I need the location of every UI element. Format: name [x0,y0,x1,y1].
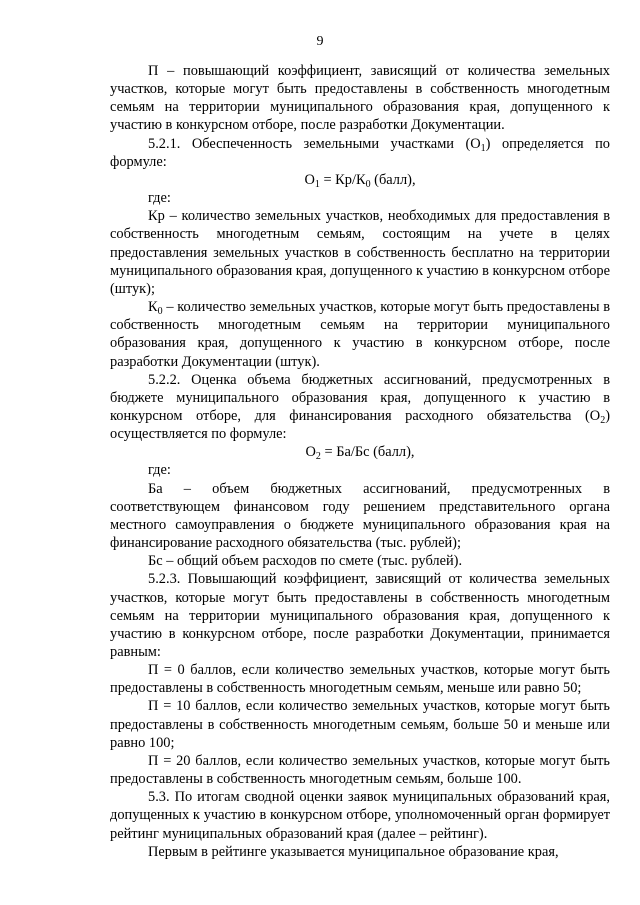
document-body [110,62,610,861]
paragraph [110,570,610,661]
paragraph [110,752,610,788]
paragraph [110,371,610,444]
paragraph [110,552,610,570]
paragraph [110,480,610,553]
paragraph-text: 5.2.2. Оценка объема бюджетных ассигнований, предусмотренных в бюджете муниципального образования края, допущенного к участию в конкурсном отборе, для финансирования расходного обязательства (О [110,371,610,424]
subscript: 2 [600,414,606,426]
subscript: 1 [314,178,320,190]
paragraph-text: (балл), [370,171,416,188]
paragraph-text: ) определяется по формуле: [110,135,610,170]
paragraph-text: = Кр/К [319,171,366,188]
paragraph [110,207,610,298]
paragraph [110,189,610,207]
paragraph-text: 5.2.3. Повышающий коэффициент, зависящий от количества земельных участков, которые могут быть предоставлены в собственность многодетным семьям на территории муниципального образования края, допущенного к участию в конкурсном отборе, после разработки Документации, принимается равным: [110,571,610,660]
paragraph-text: ) осуществляется по формуле: [110,407,610,443]
paragraph [110,788,610,842]
formula [110,171,610,189]
paragraph-text: Первым в рейтинге указывается муниципальное образование края, [148,843,559,860]
paragraph-text: 5.2.1. Обеспеченность земельными участками (О [148,135,481,152]
paragraph [110,697,610,751]
paragraph-text: Бс – общий объем расходов по смете (тыс. рублей). [148,553,463,570]
subscript: 1 [480,142,486,154]
paragraph-text: где: [148,190,171,207]
paragraph-text: П = 10 баллов, если количество земельных участков, которые могут быть предоставлены в собственность многодетным семьям, больше 50 и меньше или равно 100; [110,698,610,751]
formula [110,443,610,461]
paragraph-text: К [148,299,158,316]
paragraph-text: О [304,171,315,188]
paragraph [110,298,610,371]
paragraph [110,135,610,171]
paragraph-text: П = 0 баллов, если количество земельных участков, которые могут быть предоставлены в собственность многодетным семьям, меньше или равно 50; [110,662,610,697]
paragraph-text: О [305,444,316,461]
paragraph [110,62,610,135]
subscript: 0 [157,306,163,318]
paragraph [110,661,610,697]
paragraph-text: = Ба/Бс (балл), [320,444,415,461]
paragraph-text: Ба – объем бюджетных ассигнований, предусмотренных в соответствующем финансовом году решением представительного органа местного самоуправления о бюджете муниципального образования края на финансирование расходного обязательства (тыс. рублей); [110,480,610,552]
paragraph-text: где: [148,462,171,479]
paragraph-text: П – повышающий коэффициент, зависящий от количества земельных участков, которые могут быть предоставлены в собственность многодетным семьям на территории муниципального образования края, допущенного к участию в конкурсном отборе, после разработки Документации. [110,63,610,134]
paragraph-text: – количество земельных участков, которые могут быть предоставлены в собственность многодетным семьям на территории муниципального образования края, допущенного к участию в конкурсном отборе, после разработки Документации (штук). [110,299,610,370]
subscript: 0 [365,178,371,190]
paragraph-text: П = 20 баллов, если количество земельных участков, которые могут быть предоставлены в собственность многодетным семьям, больше 100. [110,752,610,788]
paragraph-text: Кр – количество земельных участков, необходимых для предоставления в собственность многодетным семьям, состоящим на учете в целях предоставления земельных участков в собственность бесплатно на территории муниципального образования края, допущенного к участию в конкурсном отборе (штук); [110,208,610,297]
paragraph-text: 5.3. По итогам сводной оценки заявок муниципальных образований края, допущенных к участию в конкурсном отборе, уполномоченный орган формирует рейтинг муниципальных образований края (далее – рейтинг). [110,789,610,842]
paragraph [110,843,610,861]
paragraph [110,461,610,479]
subscript: 2 [315,451,321,463]
page-number: 9 [316,34,324,49]
